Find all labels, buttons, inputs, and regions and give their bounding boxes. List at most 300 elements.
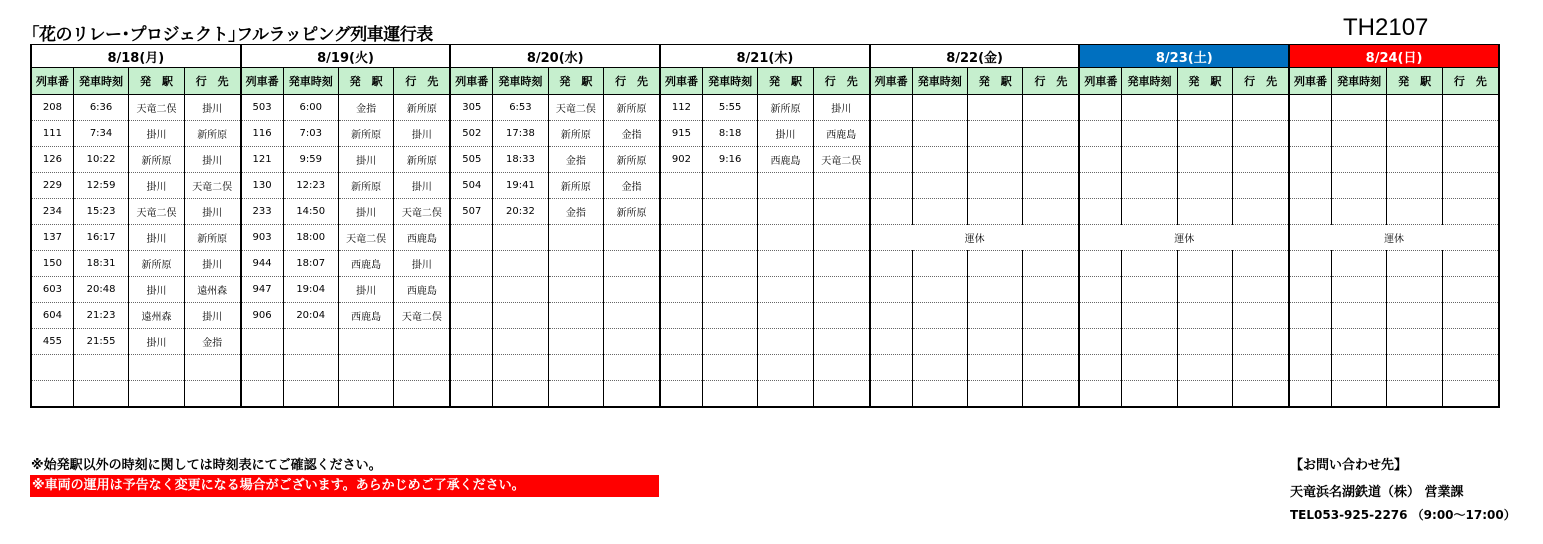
table-row: [31, 381, 1499, 408]
table-row: [31, 251, 1499, 277]
table-cell: 掛川: [338, 147, 393, 173]
table-cell: [129, 381, 184, 408]
table-cell: [1387, 121, 1442, 147]
note-vehicle-change: ※車両の運用は予告なく変更になる場合がございます。あらかじめご了承ください。: [30, 475, 659, 497]
table-cell: [604, 225, 660, 251]
table-cell: [1122, 199, 1177, 225]
column-header: 発 駅: [758, 68, 813, 95]
column-header: 発車時刻: [283, 68, 338, 95]
table-cell: 新所原: [604, 95, 660, 121]
table-cell: [1122, 121, 1177, 147]
table-row: [31, 303, 1499, 329]
table-cell: 天竜二俣: [394, 303, 450, 329]
table-cell: [1233, 381, 1289, 408]
table-cell: 305: [450, 95, 492, 121]
table-cell: 新所原: [338, 121, 393, 147]
column-header-row: [31, 68, 1499, 95]
table-cell: [548, 251, 603, 277]
table-cell: 20:32: [493, 199, 548, 225]
table-cell: 掛川: [184, 147, 240, 173]
table-row: [31, 277, 1499, 303]
table-cell: [912, 303, 967, 329]
table-row: [31, 173, 1499, 199]
table-cell: [1289, 251, 1331, 277]
table-cell: [1079, 121, 1121, 147]
table-cell: 掛川: [129, 225, 184, 251]
table-cell: [1023, 95, 1079, 121]
day-header: 8/23(土): [1079, 45, 1289, 68]
table-cell: [1023, 277, 1079, 303]
table-cell: 掛川: [129, 121, 184, 147]
table-cell: 7:03: [283, 121, 338, 147]
table-cell: 天竜二俣: [548, 95, 603, 121]
suspended-label: 運休: [1289, 225, 1499, 251]
table-cell: [338, 329, 393, 355]
table-cell: [813, 173, 869, 199]
table-cell: [870, 381, 912, 408]
table-cell: [1387, 277, 1442, 303]
table-cell: [1387, 303, 1442, 329]
column-header: 列車番: [1079, 68, 1121, 95]
table-cell: [702, 355, 757, 381]
table-cell: [912, 251, 967, 277]
column-header: 発車時刻: [912, 68, 967, 95]
table-cell: [1023, 329, 1079, 355]
table-row: [31, 329, 1499, 355]
table-cell: 903: [241, 225, 283, 251]
table-cell: 掛川: [813, 95, 869, 121]
column-header: 行 先: [1442, 68, 1499, 95]
table-cell: [1331, 251, 1386, 277]
table-cell: [660, 329, 702, 355]
column-header: 列車番: [870, 68, 912, 95]
table-cell: [1023, 121, 1079, 147]
table-row: [31, 199, 1499, 225]
table-cell: 新所原: [604, 147, 660, 173]
table-cell: [1023, 199, 1079, 225]
table-cell: 12:59: [73, 173, 128, 199]
table-cell: 新所原: [548, 173, 603, 199]
table-row: [31, 121, 1499, 147]
table-cell: [1079, 147, 1121, 173]
timetable: [30, 44, 1500, 408]
table-cell: 19:04: [283, 277, 338, 303]
column-header: 列車番: [1289, 68, 1331, 95]
table-cell: [184, 355, 240, 381]
table-cell: 新所原: [184, 225, 240, 251]
table-cell: [870, 173, 912, 199]
table-cell: [1289, 173, 1331, 199]
table-cell: 掛川: [129, 173, 184, 199]
table-cell: 229: [31, 173, 73, 199]
day-header: 8/22(金): [870, 45, 1080, 68]
table-cell: 掛川: [338, 277, 393, 303]
table-cell: 金指: [548, 147, 603, 173]
table-cell: [813, 381, 869, 408]
table-cell: 902: [660, 147, 702, 173]
table-cell: 604: [31, 303, 73, 329]
table-cell: [394, 355, 450, 381]
table-cell: [548, 225, 603, 251]
table-cell: [1233, 147, 1289, 173]
column-header: 列車番: [241, 68, 283, 95]
table-cell: [1289, 121, 1331, 147]
table-cell: [394, 381, 450, 408]
table-cell: [813, 225, 869, 251]
table-cell: [912, 355, 967, 381]
table-cell: [1331, 173, 1386, 199]
table-cell: [493, 303, 548, 329]
table-cell: [1442, 95, 1499, 121]
table-cell: [1079, 95, 1121, 121]
table-cell: [493, 225, 548, 251]
table-cell: [912, 95, 967, 121]
table-cell: 新所原: [184, 121, 240, 147]
column-header: 列車番: [450, 68, 492, 95]
table-cell: 19:41: [493, 173, 548, 199]
table-cell: 21:55: [73, 329, 128, 355]
table-cell: [870, 121, 912, 147]
table-cell: 505: [450, 147, 492, 173]
table-cell: [1177, 355, 1232, 381]
table-cell: [968, 95, 1023, 121]
column-header: 発 駅: [548, 68, 603, 95]
table-cell: 16:17: [73, 225, 128, 251]
table-cell: [1079, 173, 1121, 199]
table-cell: [604, 329, 660, 355]
table-cell: 掛川: [394, 251, 450, 277]
table-cell: [758, 251, 813, 277]
table-cell: 507: [450, 199, 492, 225]
table-cell: [1233, 251, 1289, 277]
table-cell: 18:33: [493, 147, 548, 173]
table-cell: [73, 355, 128, 381]
column-header: 発車時刻: [493, 68, 548, 95]
table-cell: [31, 355, 73, 381]
document-code: TH2107: [1343, 14, 1429, 41]
table-cell: 金指: [338, 95, 393, 121]
table-cell: [912, 381, 967, 408]
table-cell: 新所原: [548, 121, 603, 147]
table-cell: [450, 329, 492, 355]
table-cell: 21:23: [73, 303, 128, 329]
table-cell: [702, 173, 757, 199]
table-cell: 603: [31, 277, 73, 303]
table-cell: 金指: [604, 173, 660, 199]
column-header: 発 駅: [338, 68, 393, 95]
table-cell: [660, 355, 702, 381]
table-cell: [1079, 303, 1121, 329]
table-cell: [1331, 121, 1386, 147]
table-cell: [758, 355, 813, 381]
table-cell: [1331, 147, 1386, 173]
column-header: 行 先: [394, 68, 450, 95]
table-cell: [1122, 147, 1177, 173]
table-cell: [870, 303, 912, 329]
table-cell: 掛川: [338, 199, 393, 225]
table-cell: 天竜二俣: [184, 173, 240, 199]
table-cell: [1387, 147, 1442, 173]
table-cell: [1122, 173, 1177, 199]
table-cell: [968, 381, 1023, 408]
table-cell: [1233, 277, 1289, 303]
column-header: 発車時刻: [702, 68, 757, 95]
table-row: [31, 355, 1499, 381]
table-cell: 150: [31, 251, 73, 277]
table-cell: 906: [241, 303, 283, 329]
table-cell: [450, 225, 492, 251]
table-cell: [493, 381, 548, 408]
table-cell: 915: [660, 121, 702, 147]
table-cell: 17:38: [493, 121, 548, 147]
table-cell: [1233, 355, 1289, 381]
table-cell: [1177, 303, 1232, 329]
table-cell: 137: [31, 225, 73, 251]
table-cell: [394, 329, 450, 355]
table-cell: [283, 355, 338, 381]
table-cell: [31, 381, 73, 408]
table-cell: [1177, 95, 1232, 121]
table-cell: 121: [241, 147, 283, 173]
table-cell: [1331, 277, 1386, 303]
table-cell: [1233, 95, 1289, 121]
table-cell: [1122, 277, 1177, 303]
page-title: ｢花のリレー･プロジェクト｣フルラッピング列車運行表: [31, 25, 433, 45]
table-cell: 西鹿島: [758, 147, 813, 173]
table-cell: [968, 173, 1023, 199]
table-cell: 天竜二俣: [394, 199, 450, 225]
table-cell: 455: [31, 329, 73, 355]
table-cell: 8:18: [702, 121, 757, 147]
day-header: 8/18(月): [31, 45, 241, 68]
table-cell: 天竜二俣: [338, 225, 393, 251]
table-cell: [813, 277, 869, 303]
table-cell: [1387, 355, 1442, 381]
table-cell: [1079, 277, 1121, 303]
table-cell: [1233, 121, 1289, 147]
table-cell: [1177, 329, 1232, 355]
table-cell: [184, 381, 240, 408]
table-cell: [1442, 329, 1499, 355]
table-cell: [702, 329, 757, 355]
column-header: 列車番: [660, 68, 702, 95]
note-timetable: ※始発駅以外の時刻に関しては時刻表にてご確認ください。: [31, 458, 382, 473]
table-cell: 233: [241, 199, 283, 225]
table-cell: 9:59: [283, 147, 338, 173]
table-cell: 12:23: [283, 173, 338, 199]
table-cell: [1233, 173, 1289, 199]
table-cell: [870, 199, 912, 225]
table-cell: [702, 251, 757, 277]
day-header: 8/19(火): [241, 45, 451, 68]
column-header: 列車番: [31, 68, 73, 95]
table-cell: [1331, 95, 1386, 121]
table-cell: 西鹿島: [338, 303, 393, 329]
table-cell: [283, 381, 338, 408]
table-cell: [338, 381, 393, 408]
table-cell: [604, 251, 660, 277]
table-cell: [548, 381, 603, 408]
table-cell: [450, 355, 492, 381]
table-cell: [1331, 199, 1386, 225]
table-cell: [660, 303, 702, 329]
column-header: 発 駅: [968, 68, 1023, 95]
table-cell: 20:48: [73, 277, 128, 303]
table-cell: [758, 277, 813, 303]
table-cell: [968, 329, 1023, 355]
table-cell: [968, 303, 1023, 329]
table-cell: [1177, 199, 1232, 225]
table-cell: [758, 303, 813, 329]
day-header: 8/24(日): [1289, 45, 1499, 68]
table-cell: [1122, 329, 1177, 355]
contact-phone: TEL053-925-2276 （9:00～17:00）: [1290, 508, 1516, 522]
table-cell: [1289, 147, 1331, 173]
table-cell: 西鹿島: [338, 251, 393, 277]
table-cell: [912, 147, 967, 173]
suspended-label: 運休: [870, 225, 1080, 251]
table-cell: 116: [241, 121, 283, 147]
table-cell: 新所原: [338, 173, 393, 199]
table-cell: [1387, 329, 1442, 355]
table-cell: 新所原: [129, 147, 184, 173]
table-cell: 掛川: [184, 303, 240, 329]
table-cell: [1387, 251, 1442, 277]
table-cell: [604, 277, 660, 303]
table-cell: [1289, 355, 1331, 381]
table-cell: [870, 355, 912, 381]
table-cell: [813, 303, 869, 329]
table-cell: 208: [31, 95, 73, 121]
table-cell: [548, 355, 603, 381]
table-cell: [241, 355, 283, 381]
table-cell: 20:04: [283, 303, 338, 329]
table-cell: [968, 121, 1023, 147]
table-cell: [1122, 251, 1177, 277]
table-cell: [1233, 199, 1289, 225]
column-header: 発車時刻: [73, 68, 128, 95]
column-header: 行 先: [813, 68, 869, 95]
table-cell: [968, 355, 1023, 381]
table-cell: [758, 329, 813, 355]
table-cell: [1289, 303, 1331, 329]
table-cell: 天竜二俣: [813, 147, 869, 173]
table-cell: [758, 381, 813, 408]
table-cell: 502: [450, 121, 492, 147]
table-row: [31, 147, 1499, 173]
table-cell: 掛川: [184, 251, 240, 277]
table-cell: [1442, 355, 1499, 381]
table-cell: 掛川: [184, 95, 240, 121]
table-cell: [702, 277, 757, 303]
table-cell: [660, 173, 702, 199]
table-cell: 西鹿島: [394, 277, 450, 303]
table-cell: [813, 329, 869, 355]
table-cell: [1023, 251, 1079, 277]
table-cell: 金指: [604, 121, 660, 147]
table-cell: 新所原: [604, 199, 660, 225]
table-cell: [660, 251, 702, 277]
table-cell: [702, 225, 757, 251]
table-cell: 111: [31, 121, 73, 147]
table-cell: 遠州森: [129, 303, 184, 329]
table-cell: 遠州森: [184, 277, 240, 303]
table-cell: [870, 251, 912, 277]
day-header: 8/21(木): [660, 45, 870, 68]
table-cell: [1387, 95, 1442, 121]
table-cell: [660, 199, 702, 225]
table-cell: [1023, 147, 1079, 173]
column-header: 行 先: [1023, 68, 1079, 95]
table-cell: [912, 277, 967, 303]
table-cell: [450, 381, 492, 408]
table-cell: 18:31: [73, 251, 128, 277]
table-cell: [912, 121, 967, 147]
table-cell: [1177, 381, 1232, 408]
table-cell: [1289, 199, 1331, 225]
table-cell: [968, 147, 1023, 173]
table-cell: [1122, 355, 1177, 381]
table-cell: [1442, 199, 1499, 225]
table-cell: [1442, 251, 1499, 277]
table-cell: 947: [241, 277, 283, 303]
table-cell: 10:22: [73, 147, 128, 173]
table-cell: 130: [241, 173, 283, 199]
table-cell: [1177, 277, 1232, 303]
table-cell: 掛川: [129, 277, 184, 303]
table-cell: [450, 277, 492, 303]
day-header: 8/20(水): [450, 45, 660, 68]
table-cell: [241, 329, 283, 355]
table-cell: [1122, 303, 1177, 329]
column-header: 発車時刻: [1331, 68, 1386, 95]
table-cell: [73, 381, 128, 408]
table-cell: [660, 225, 702, 251]
table-cell: [1233, 329, 1289, 355]
table-cell: 新所原: [129, 251, 184, 277]
table-cell: [1023, 173, 1079, 199]
table-cell: [1442, 173, 1499, 199]
table-cell: [548, 303, 603, 329]
table-cell: [1233, 303, 1289, 329]
table-cell: 6:00: [283, 95, 338, 121]
table-cell: [1442, 381, 1499, 408]
table-cell: 7:34: [73, 121, 128, 147]
table-cell: [660, 277, 702, 303]
table-cell: [870, 95, 912, 121]
table-cell: [493, 277, 548, 303]
table-cell: [1122, 95, 1177, 121]
table-cell: 新所原: [758, 95, 813, 121]
column-header: 発 駅: [129, 68, 184, 95]
table-cell: [912, 173, 967, 199]
table-cell: [1023, 303, 1079, 329]
table-cell: [1023, 355, 1079, 381]
table-cell: [241, 381, 283, 408]
table-cell: 新所原: [394, 147, 450, 173]
table-cell: [548, 329, 603, 355]
table-cell: [702, 303, 757, 329]
table-cell: [604, 355, 660, 381]
table-cell: 西鹿島: [394, 225, 450, 251]
table-cell: [493, 355, 548, 381]
table-cell: [338, 355, 393, 381]
table-cell: [604, 381, 660, 408]
table-cell: [660, 381, 702, 408]
column-header: 行 先: [184, 68, 240, 95]
table-cell: [129, 355, 184, 381]
table-cell: [1331, 303, 1386, 329]
